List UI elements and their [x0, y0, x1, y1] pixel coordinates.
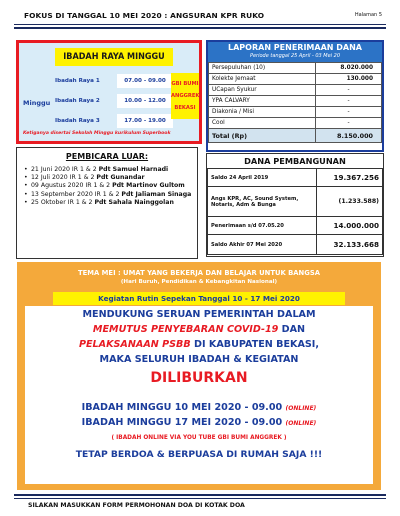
- pembicara-name: Pdt Samuel Harnadi: [98, 166, 169, 173]
- pembicara-date: 09 Agustus 2020 IR 1 & 2: [31, 182, 113, 190]
- table-row: [208, 187, 383, 217]
- pembicara-name: Pdt Martinov Gultom: [112, 182, 185, 190]
- list-item: [24, 166, 194, 174]
- pembicara-date: 12 Juli 2020 IR 1 & 2: [31, 174, 97, 182]
- total-value: 8.150.000: [316, 129, 382, 143]
- pembicara-date: 13 September 2020 IR 1 & 2: [31, 190, 122, 198]
- table-row: [208, 169, 383, 187]
- page-header: [14, 4, 386, 36]
- pembicara-date: 21 Juni 2020 IR 1 & 2: [31, 166, 99, 173]
- table-row: [209, 96, 382, 107]
- ibadah-schedule-box: [16, 40, 202, 144]
- minggu-label: Minggu: [23, 99, 51, 107]
- row-value: 32.133.668: [317, 235, 383, 255]
- list-item: [24, 174, 194, 182]
- table-row: [208, 217, 383, 235]
- table-row: [209, 63, 382, 74]
- row-label: UCapan Syukur: [209, 85, 316, 96]
- table-row: [208, 235, 383, 255]
- pembicara-name: Pdt Jaliaman Sinaga: [121, 190, 192, 198]
- row-value: 130.000: [316, 74, 382, 85]
- list-item: [24, 199, 194, 207]
- row-value: -: [316, 118, 382, 129]
- row-label: Angs KPR, AC, Sound System, Notaris, Adm & Bunga: [208, 187, 317, 217]
- footer-divider: [14, 498, 386, 499]
- tema-title: TEMA MEI : UMAT YANG BEKERJA DAN BELAJAR UNTUK BANGSA: [78, 269, 320, 277]
- row-label: Diakonia / Misi: [209, 107, 316, 118]
- tema-subtitle: (Hari Buruh, Pendidikan & Kebangkitan Nasional): [120, 279, 278, 285]
- msg-line-3: [25, 339, 373, 351]
- msg-line-4: MAKA SELURUH IBADAH & KEGIATAN: [99, 354, 299, 365]
- list-item: [24, 191, 194, 199]
- laporan-period: Periode tanggal 25 April - 03 Mei 20: [249, 53, 341, 59]
- ibadah-row-label: Ibadah Raya 2: [55, 98, 100, 104]
- ibadah-row-label: Ibadah Raya 3: [55, 118, 100, 124]
- dana-title: DANA PEMBANGUNAN: [244, 156, 346, 166]
- footer-divider-thick: [14, 494, 386, 496]
- row-label: Persepuluhan (10): [209, 63, 316, 74]
- ibadah-row: [55, 114, 173, 128]
- ibadah-online-1: [25, 402, 373, 413]
- footer-text: SILAKAN MASUKKAN FORM PERMOHONAN DOA DI KOTAK DOA: [28, 502, 245, 509]
- table-row: [209, 85, 382, 96]
- ibadah-row-time: 17.00 - 19.00: [117, 114, 173, 128]
- kegiatan-band: Kegiatan Rutin Sepekan Tanggal 10 - 17 Mei 2020: [53, 292, 345, 305]
- msg-line-1: MENDUKUNG SERUAN PEMERINTAH DALAM: [82, 309, 316, 320]
- msg-text: DAN: [278, 324, 306, 335]
- church-name-line: ANGGREK: [171, 93, 200, 99]
- header-divider-thick: [14, 27, 386, 29]
- row-label: Kolekte Jemaat: [209, 74, 316, 85]
- pembicara-list: [24, 166, 194, 207]
- row-value: (1.233.588): [317, 187, 383, 217]
- youtube-note: ( IBADAH ONLINE VIA YOU TUBE GBI BUMI ANGGREK ): [111, 435, 287, 441]
- online-tag: (ONLINE): [285, 420, 317, 427]
- table-row: [209, 74, 382, 85]
- pembicara-date: 25 Oktober IR 1 & 2: [31, 198, 95, 206]
- church-name-tag: [171, 73, 199, 119]
- row-value: -: [316, 85, 382, 96]
- diliburkan-heading: DILIBURKAN: [150, 370, 248, 386]
- laporan-header: [208, 42, 382, 62]
- online-tag: (ONLINE): [285, 405, 317, 412]
- msg-emphasis: MEMUTUS PENYEBARAN COVID-19: [92, 324, 279, 335]
- list-item: [24, 182, 194, 190]
- ibadah-online-2: [25, 417, 373, 428]
- table-row: [209, 118, 382, 129]
- pembicara-name: Pdt Gunandar: [96, 174, 145, 182]
- row-label: Saldo 24 April 2019: [208, 169, 317, 187]
- page-number: Halaman 5: [354, 12, 382, 18]
- ibadah-online-text: IBADAH MINGGU 17 MEI 2020 - 09.00: [81, 417, 286, 428]
- dana-table: [207, 168, 383, 255]
- msg-emphasis: PELAKSANAAN PSBB: [78, 339, 191, 350]
- row-label: Cool: [209, 118, 316, 129]
- row-value: 19.367.256: [317, 169, 383, 187]
- ibadah-row-time: 10.00 - 12.00: [117, 94, 173, 108]
- ibadah-row: [55, 94, 173, 108]
- laporan-penerimaan-table: [206, 40, 384, 152]
- church-name-line: BEKASI: [174, 105, 196, 111]
- header-divider: [14, 24, 386, 25]
- row-label: Penerimaan s/d 07.05.20: [208, 217, 317, 235]
- table-row: [209, 107, 382, 118]
- row-value: -: [316, 96, 382, 107]
- total-label: Total (Rp): [209, 129, 316, 143]
- laporan-table: [208, 62, 382, 143]
- total-row: [209, 129, 382, 143]
- msg-text: DI KABUPATEN BEKASI,: [190, 339, 320, 350]
- ibadah-row-time: 07.00 - 09.00: [117, 74, 173, 88]
- page-title: FOKUS DI TANGGAL 10 MEI 2020 : ANGSURAN KPR RUKO: [24, 11, 265, 20]
- pembicara-luar-box: [16, 147, 198, 259]
- ibadah-note: Ketiganya disertai Sekolah Minggu kurikulum Superbook: [23, 131, 171, 136]
- tetap-berdoa-line: TETAP BERDOA & BERPUASA DI RUMAH SAJA !!!: [75, 449, 323, 460]
- ibadah-title: IBADAH RAYA MINGGU: [55, 48, 173, 66]
- row-value: 8.020.000: [316, 63, 382, 74]
- pembicara-title: PEMBICARA LUAR:: [65, 152, 149, 161]
- tema-announcement-box: [17, 262, 381, 490]
- announcement-message: [25, 306, 373, 484]
- pembicara-name: Pdt Sahala Nainggolan: [94, 198, 174, 206]
- row-label: Saldo Akhir 07 Mei 2020: [208, 235, 317, 255]
- laporan-title: LAPORAN PENERIMAAN DANA: [228, 43, 362, 52]
- ibadah-row-label: Ibadah Raya 1: [55, 78, 100, 84]
- row-label: YPA CALVARY: [209, 96, 316, 107]
- ibadah-row: [55, 74, 173, 88]
- msg-line-2: [25, 324, 373, 336]
- row-value: 14.000.000: [317, 217, 383, 235]
- ibadah-online-text: IBADAH MINGGU 10 MEI 2020 - 09.00: [81, 402, 286, 413]
- dana-pembangunan-table: [206, 153, 384, 257]
- church-name-line: GBI BUMI: [171, 81, 199, 87]
- row-value: -: [316, 107, 382, 118]
